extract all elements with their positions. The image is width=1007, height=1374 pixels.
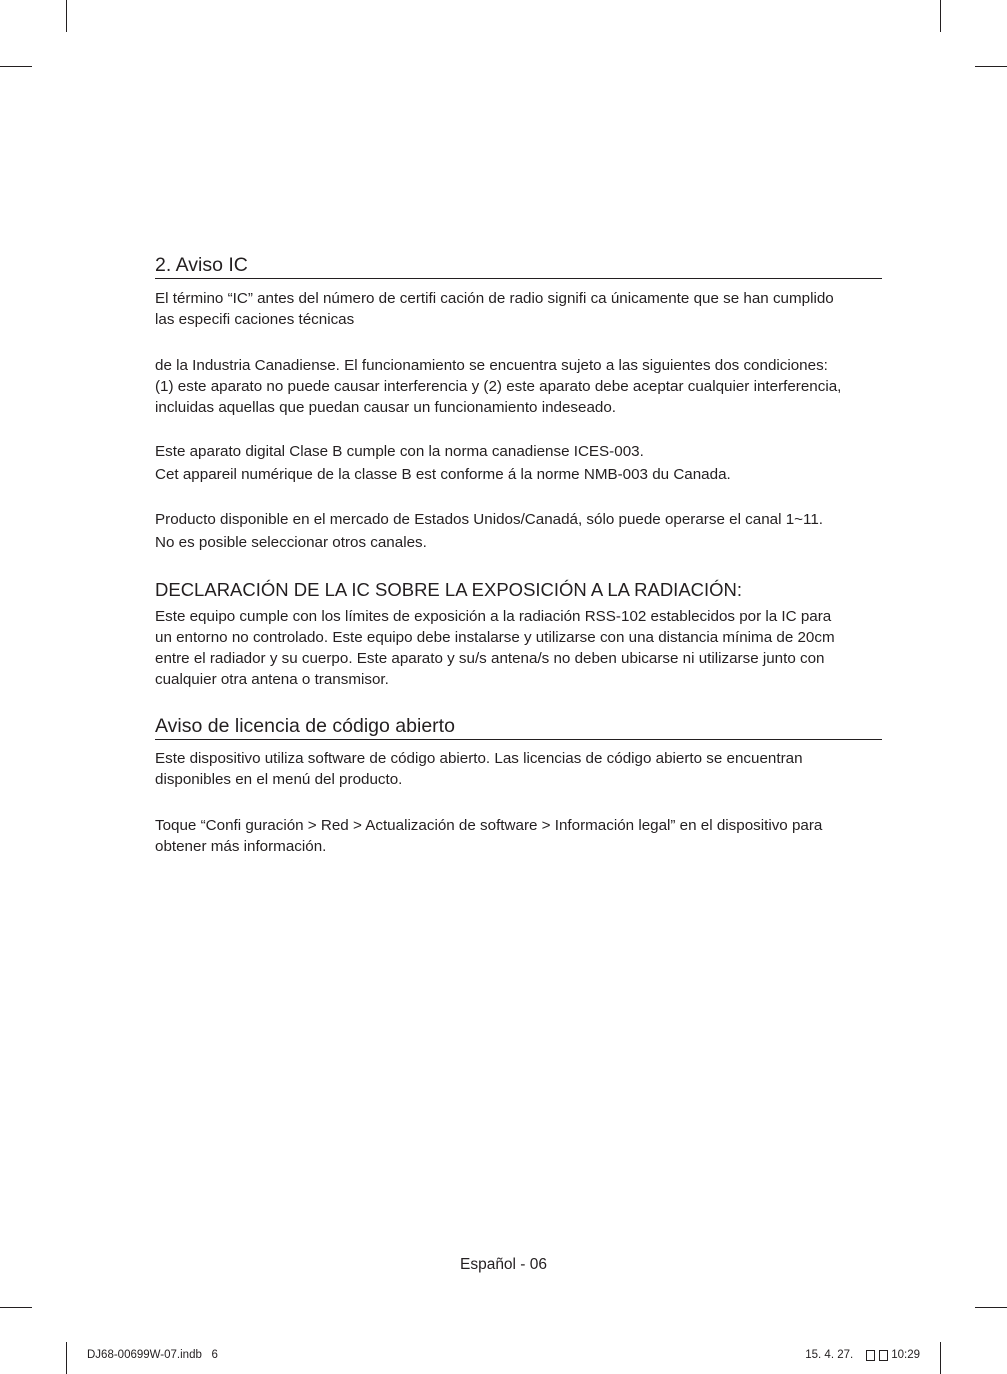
license-para1-line1: Este dispositivo utiliza software de código abierto. Las licencias de código abierto se encuentran	[155, 750, 803, 767]
radiation-line3: entre el radiador y su cuerpo. Este aparato y su/s antena/s no deben ubicarse ni utilizarse junto con	[155, 650, 825, 667]
footer-date-time	[805, 1349, 920, 1361]
crop-mark	[66, 1342, 67, 1374]
page-number: Español - 06	[459, 1256, 548, 1273]
ic-para1-line2: las especifi caciones técnicas	[155, 311, 355, 328]
crop-mark	[0, 1307, 32, 1308]
section-title-radiation: DECLARACIÓN DE LA IC SOBRE LA EXPOSICIÓN A LA RADIACIÓN:	[155, 579, 743, 600]
ic-para3-line2: Cet appareil numérique de la classe B est conforme á la norme NMB-003 du Canada.	[155, 466, 731, 483]
ic-para4-line1: Producto disponible en el mercado de Estados Unidos/Canadá, sólo puede operarse el canal 1~11.	[155, 511, 823, 528]
crop-mark	[0, 66, 32, 67]
ic-para3-line1: Este aparato digital Clase B cumple con la norma canadiense ICES-003.	[155, 443, 644, 460]
crop-mark	[940, 1342, 941, 1374]
ic-para1-line1: El término “IC” antes del número de certifi cación de radio signifi ca únicamente que se han cumplido	[155, 290, 834, 307]
missing-glyph-icon	[879, 1350, 888, 1361]
footer-file-info: DJ68-00699W-07.indb 6	[87, 1349, 218, 1361]
license-para1-line2: disponibles en el menú del producto.	[155, 771, 403, 788]
footer-date: 15. 4. 27.	[805, 1349, 854, 1361]
ic-para2-line3: incluidas aquellas que puedan causar un funcionamiento indeseado.	[155, 399, 617, 416]
crop-mark	[975, 66, 1007, 67]
crop-mark	[975, 1307, 1007, 1308]
crop-mark	[66, 0, 67, 32]
ic-para4-line2: No es posible seleccionar otros canales.	[155, 534, 427, 551]
license-para2-line1: Toque “Confi guración > Red > Actualización de software > Información legal” en el dispositivo para	[155, 817, 823, 834]
section-title-aviso-ic: 2. Aviso IC	[155, 253, 882, 279]
ic-para2-line2: (1) este aparato no puede causar interferencia y (2) este aparato debe aceptar cualquier interferencia,	[155, 378, 842, 395]
page-content	[155, 253, 882, 857]
section-title-open-source: Aviso de licencia de código abierto	[155, 714, 882, 740]
radiation-line1: Este equipo cumple con los límites de exposición a la radiación RSS-102 establecidos por la IC para	[155, 608, 832, 625]
footer-time: 10:29	[891, 1349, 920, 1361]
license-para2-line2: obtener más información.	[155, 838, 327, 855]
crop-mark	[940, 0, 941, 32]
ic-para2-line1: de la Industria Canadiense. El funcionamiento se encuentra sujeto a las siguientes dos condiciones:	[155, 357, 828, 374]
radiation-line4: cualquier otra antena o transmisor.	[155, 671, 389, 688]
missing-glyph-icon	[866, 1350, 875, 1361]
radiation-line2: un entorno no controlado. Este equipo debe instalarse y utilizarse con una distancia mínima de 20cm	[155, 629, 835, 646]
